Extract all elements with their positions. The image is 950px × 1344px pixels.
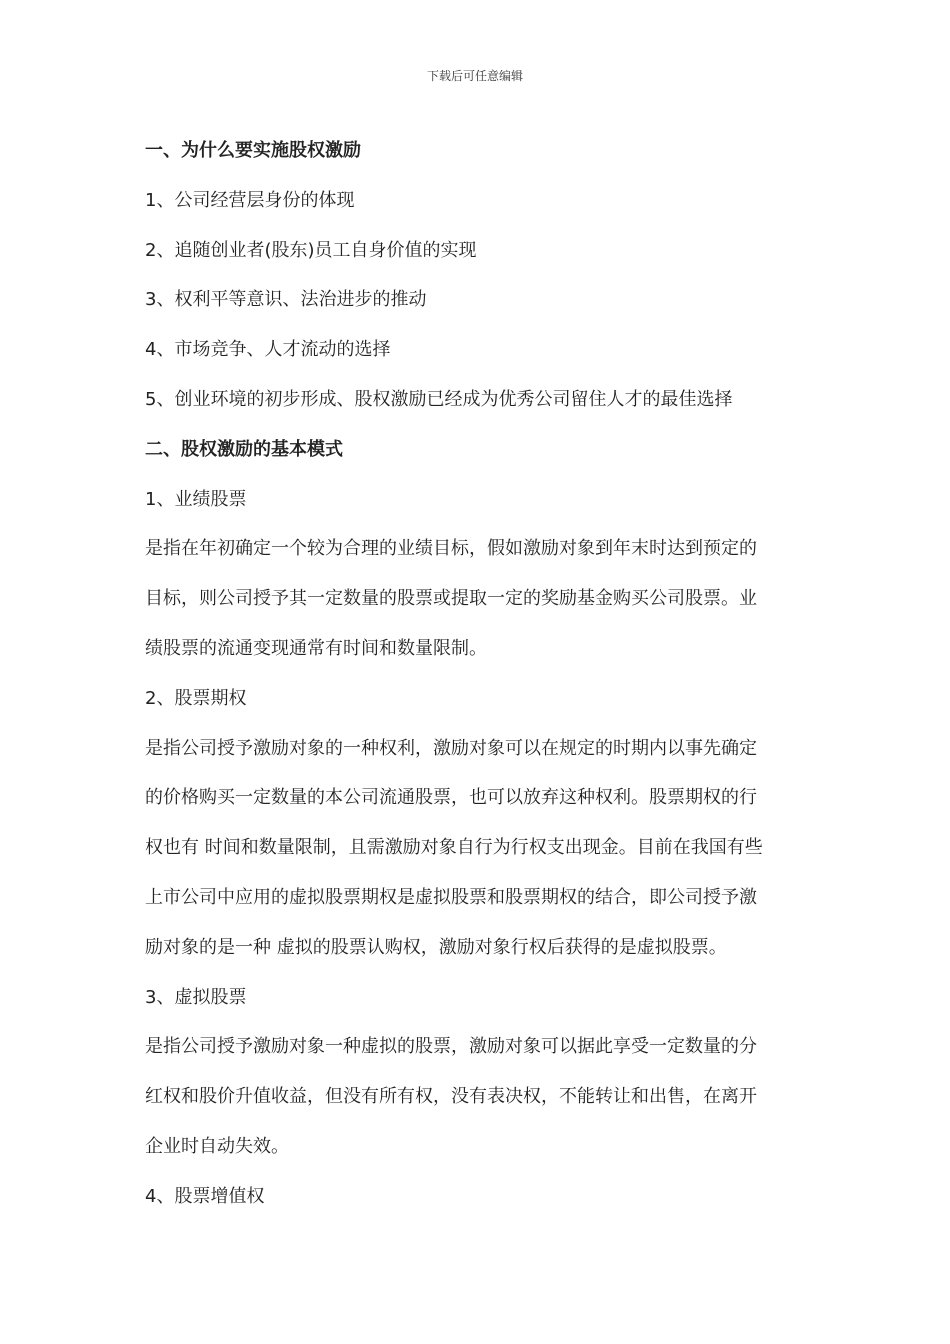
list-item: 1、公司经营层身份的体现 (145, 189, 355, 211)
paragraph-line: 是指公司授予激励对象的一种权利，激励对象可以在规定的时期内以事先确定 (145, 737, 757, 759)
list-item: 5、创业环境的初步形成、股权激励已经成为优秀公司留住人才的最佳选择 (145, 388, 733, 410)
document-body (145, 126, 810, 1222)
subsection-title: 1、业绩股票 (145, 488, 247, 510)
list-item: 4、市场竞争、人才流动的选择 (145, 339, 391, 361)
subsection-title: 3、虚拟股票 (145, 986, 247, 1008)
section-heading: 一、为什么要实施股权激励 (145, 140, 361, 161)
subsection-title: 2、股票期权 (145, 687, 247, 709)
page-header-note: 下载后可任意编辑 (426, 69, 523, 83)
paragraph-line: 企业时自动失效。 (145, 1135, 289, 1157)
list-item: 2、追随创业者(股东)员工自身价值的实现 (145, 239, 477, 261)
list-item: 3、权利平等意识、法治进步的推动 (145, 289, 427, 311)
paragraph-line: 红权和股价升值收益，但没有所有权，没有表决权，不能转让和出售，在离开 (145, 1086, 757, 1108)
paragraph-line: 的价格购买一定数量的本公司流通股票，也可以放弃这种权利。股票期权的行 (145, 787, 757, 809)
paragraph-line: 上市公司中应用的虚拟股票期权是虚拟股票和股票期权的结合，即公司授予激 (145, 886, 757, 908)
paragraph-line: 权也有 时间和数量限制，且需激励对象自行为行权支出现金。目前在我国有些 (145, 837, 763, 859)
section-heading: 二、股权激励的基本模式 (145, 438, 343, 460)
paragraph-line: 绩股票的流通变现通常有时间和数量限制。 (145, 637, 487, 659)
paragraph-line: 是指公司授予激励对象一种虚拟的股票，激励对象可以据此享受一定数量的分 (145, 1036, 757, 1058)
paragraph-line: 是指在年初确定一个较为合理的业绩目标，假如激励对象到年末时达到预定的 (145, 538, 757, 560)
paragraph-line: 励对象的是一种 虚拟的股票认购权，激励对象行权后获得的是虚拟股票。 (145, 936, 727, 958)
paragraph-line: 目标，则公司授予其一定数量的股票或提取一定的奖励基金购买公司股票。业 (145, 588, 757, 610)
subsection-title: 4、股票增值权 (145, 1185, 265, 1207)
